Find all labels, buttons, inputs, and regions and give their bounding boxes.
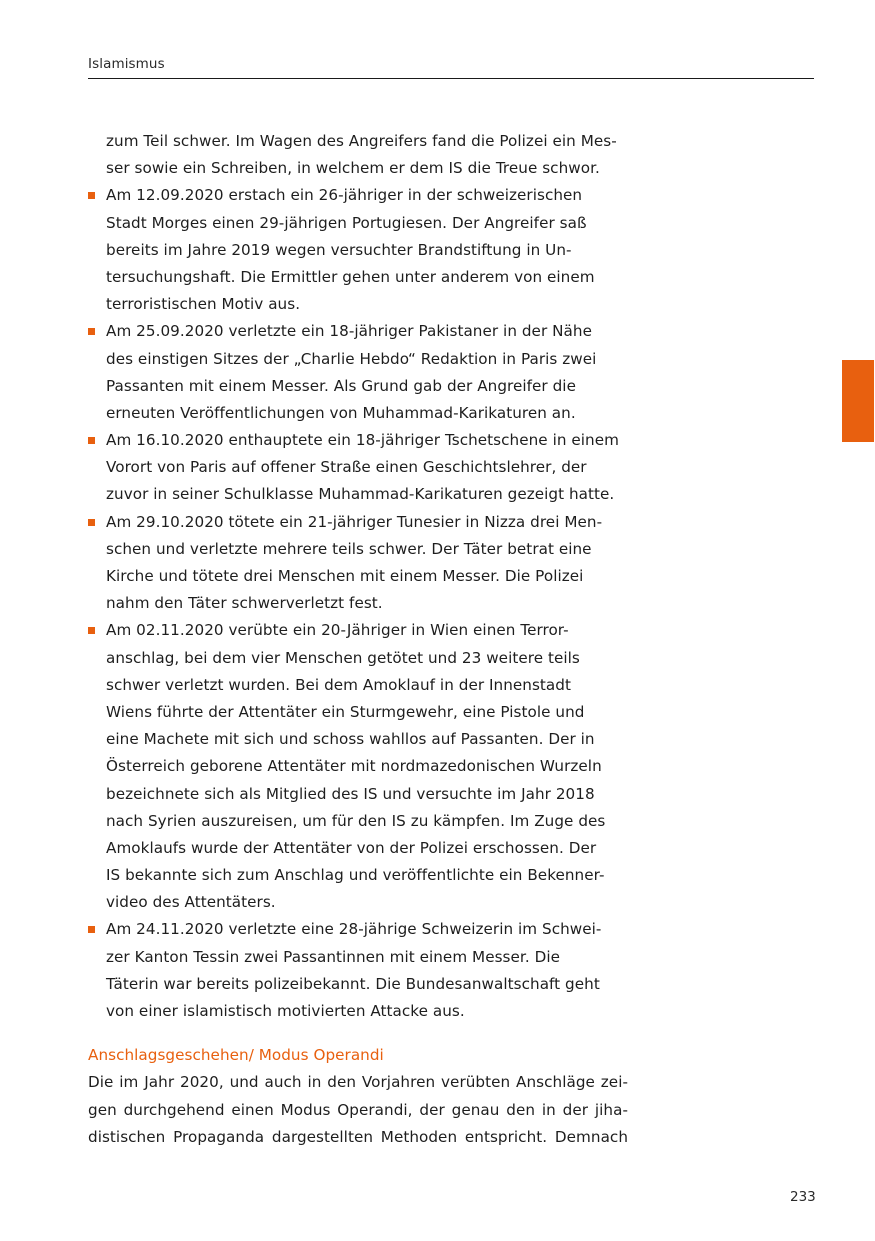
bullet-item [88,427,628,509]
bullet-line: Stadt Morges einen 29-jährigen Portugiesen. Der Angreifer saß [106,213,587,232]
chapter-tab-marker [842,360,874,442]
bullet-line: des einstigen Sitzes der „Charlie Hebdo“ Redaktion in Paris zwei [106,349,597,368]
continuation-line: zum Teil schwer. Im Wagen des Angreifers fand die Polizei ein Mes- [106,132,617,150]
bullet-line: Am 29.10.2020 tötete ein 21-jähriger Tunesier in Nizza drei Men- [88,509,628,536]
bullet-line: erneuten Veröffentlichungen von Muhammad-Karikaturen an. [106,403,576,422]
bullet-line: video des Attentäters. [106,893,276,912]
bullet-line: Kirche und tötete drei Menschen mit einem Messer. Die Polizei [106,567,584,585]
bullet-list [88,182,628,1025]
bullet-item [88,617,628,916]
bullet-line: Am 24.11.2020 verletzte eine 28-jährige Schweizerin im Schwei- [88,916,628,943]
bullet-line: Am 02.11.2020 verübte ein 20-Jähriger in Wien einen Terror- [88,617,628,644]
bullet-item [88,318,628,427]
bullet-line: nach Syrien auszureisen, um für den IS zu kämpfen. Im Zuge des [106,811,606,830]
continuation-line: ser sowie ein Schreiben, in welchem er dem IS die Treue schwor. [106,159,600,178]
bullet-line: Passanten mit einem Messer. Als Grund gab der Angreifer die [106,376,576,395]
bullet-square-icon [88,627,95,634]
bullet-line: Am 12.09.2020 erstach ein 26-jähriger in der schweizerischen [88,182,628,209]
paragraph-line: gen durchgehend einen Modus Operandi, der genau den in der jiha- [88,1100,628,1119]
bullet-item [88,182,628,318]
bullet-line: bezeichnete sich als Mitglied des IS und versuchte im Jahr 2018 [106,784,595,803]
bullet-line: Österreich geborene Attentäter mit nordmazedonischen Wurzeln [106,757,602,776]
bullet-item [88,916,628,1025]
bullet-square-icon [88,437,95,444]
bullet-line: terroristischen Motiv aus. [106,295,301,314]
bullet-line: Am 25.09.2020 verletzte ein 18-jähriger Pakistaner in der Nähe [88,318,628,345]
bullet-square-icon [88,926,95,933]
header-divider [88,78,814,79]
bullet-line: Vorort von Paris auf offener Straße einen Geschichtslehrer, der [106,458,587,477]
bullet-line: schen und verletzte mehrere teils schwer. Der Täter betrat eine [106,539,592,558]
bullet-line: schwer verletzt wurden. Bei dem Amoklauf in der Innenstadt [106,675,571,694]
bullet-square-icon [88,192,95,199]
section-paragraph [88,1069,628,1151]
paragraph-line: distischen Propaganda dargestellten Methoden entspricht. Demnach [88,1127,628,1146]
bullet-line: Amoklaufs wurde der Attentäter von der Polizei erschossen. Der [106,838,597,857]
section-heading: Anschlagsgeschehen/ Modus Operandi [88,1046,384,1065]
bullet-line: eine Machete mit sich und schoss wahllos auf Passanten. Der in [106,730,595,749]
running-header: Islamismus [88,56,165,72]
bullet-line: Wiens führte der Attentäter ein Sturmgewehr, eine Pistole und [106,702,585,721]
bullet-item [88,509,628,618]
bullet-line: bereits im Jahre 2019 wegen versuchter Brandstiftung in Un- [106,240,572,259]
paragraph-line: Die im Jahr 2020, und auch in den Vorjahren verübten Anschläge zei- [88,1073,628,1092]
bullet-line: von einer islamistisch motivierten Attacke aus. [106,1002,465,1020]
bullet-line: zuvor in seiner Schulklasse Muhammad-Karikaturen gezeigt hatte. [106,485,615,504]
bullet-line: nahm den Täter schwerverletzt fest. [106,594,383,613]
page-number: 233 [790,1189,816,1205]
bullet-square-icon [88,519,95,526]
bullet-line: zer Kanton Tessin zwei Passantinnen mit einem Messer. Die [106,947,560,966]
bullet-line: Täterin war bereits polizeibekannt. Die Bundesanwaltschaft geht [106,974,600,993]
bullet-line: anschlag, bei dem vier Menschen getötet und 23 weitere teils [106,648,580,667]
bullet-square-icon [88,328,95,335]
page-body [88,128,628,1151]
bullet-line: IS bekannte sich zum Anschlag und veröffentlichte ein Bekenner- [106,866,605,885]
bullet-line: Am 16.10.2020 enthauptete ein 18-jähriger Tschetschene in einem [88,427,628,454]
bullet-line: tersuchungshaft. Die Ermittler gehen unter anderem von einem [106,267,595,286]
